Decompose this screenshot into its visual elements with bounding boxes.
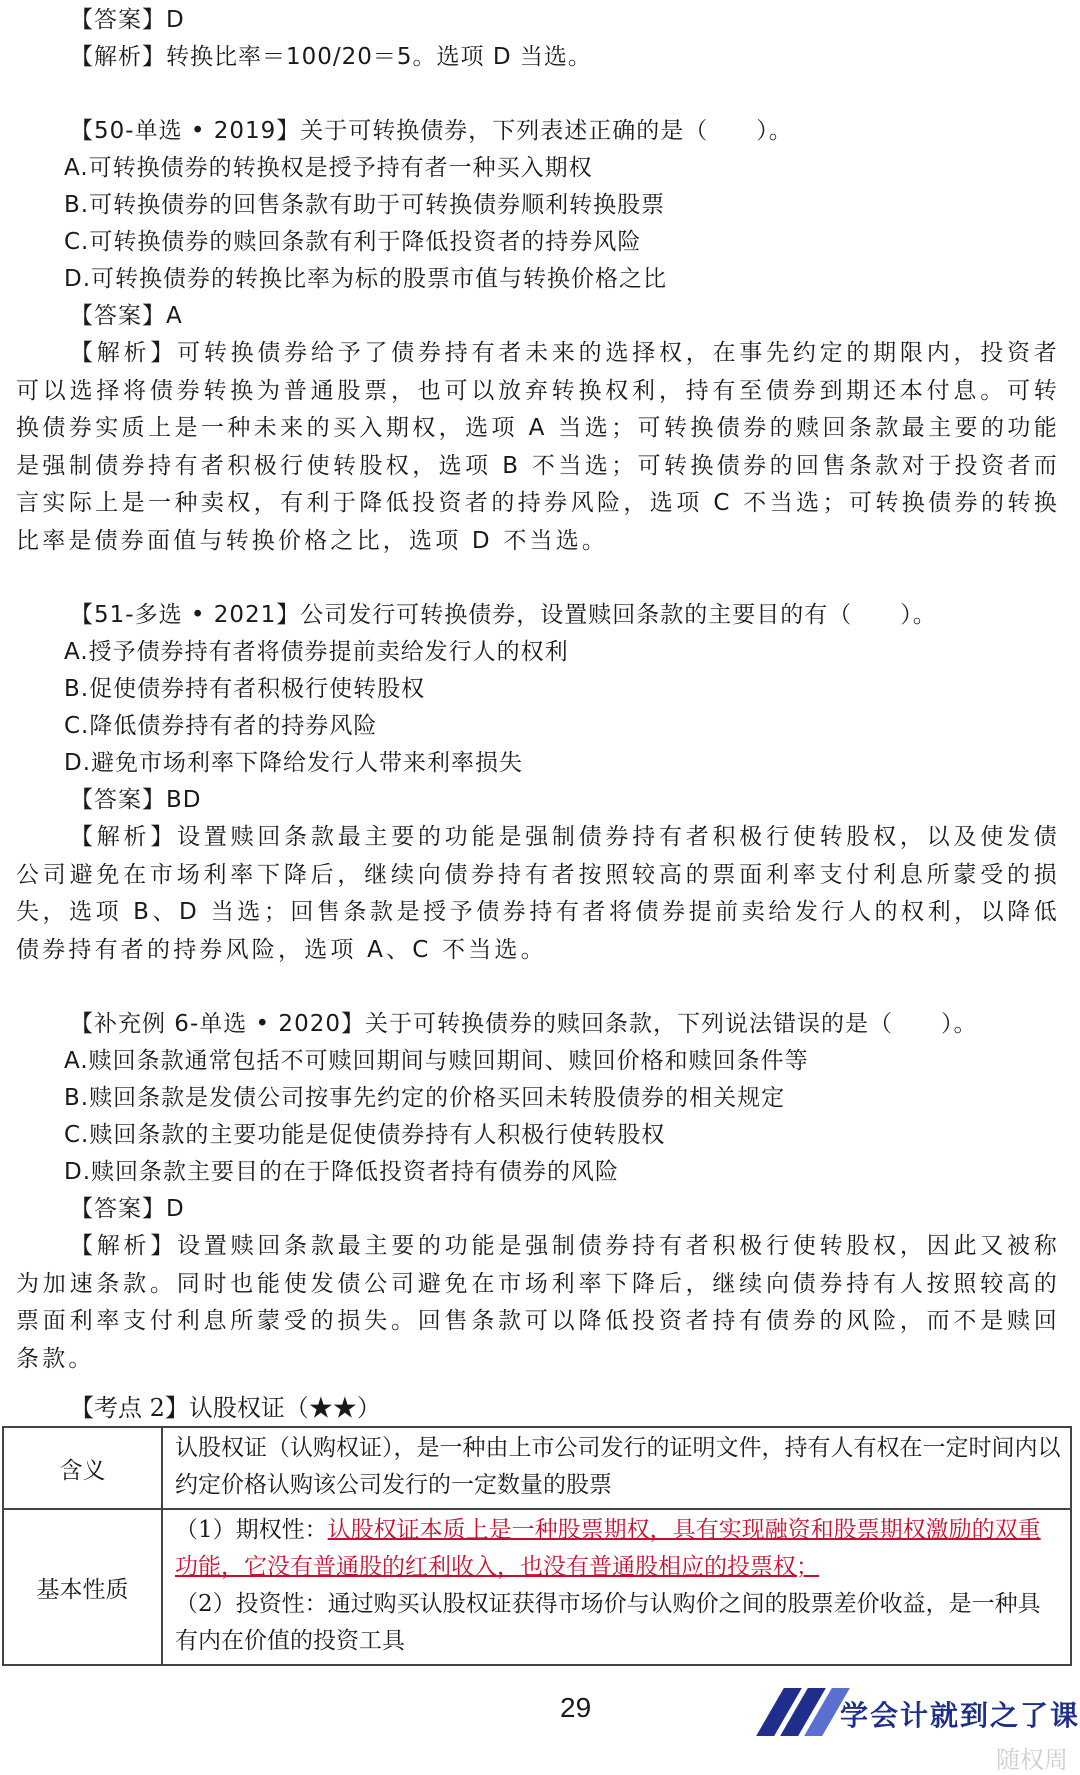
definition-key: 含义	[3, 1427, 162, 1509]
supp6-option-a: A.赎回条款通常包括不可赎回期间与赎回期间、赎回价格和赎回条件等	[64, 1048, 809, 1074]
q51-option-d: D.避免市场利率下降给发行人带来利率损失	[64, 750, 524, 776]
nature-item-2: （2）投资性：通过购买认股权证获得市场价与认购价之间的股票差价收益，是一种具有内在价值的投资工具	[175, 1591, 1041, 1654]
page-number: 29	[560, 1692, 592, 1723]
q50-option-b: B.可转换债券的回售条款有助于可转换债券顺利转换股票	[64, 192, 666, 218]
table-row	[3, 1509, 1071, 1665]
watermark: 随权周	[996, 1746, 1068, 1774]
q51-option-a: A.授予债券持有者将债券提前卖给发行人的权利	[64, 639, 569, 665]
q50-option-c: C.可转换债券的赎回条款有利于降低投资者的持券风险	[64, 229, 642, 255]
supp6-question: 【补充例 6-单选 • 2020】关于可转换债券的赎回条款，下列说法错误的是（ ）。	[70, 1011, 978, 1037]
supp6-answer: 【答案】D	[70, 1196, 185, 1222]
supp6-option-b: B.赎回条款是发债公司按事先约定的价格买回未转股债券的相关规定	[64, 1085, 786, 1111]
nature-1-highlight: 认股权证本质上是一种股票期权，具有实现融资和股票期权激励的双重功能，它没有普通股的红利收入，也没有普通股相应的投票权；	[175, 1517, 1041, 1580]
supp6-option-c: C.赎回条款的主要功能是促使债券持有人积极行使转股权	[64, 1122, 666, 1148]
q51-question: 【51-多选 • 2021】公司发行可转换债券，设置赎回条款的主要目的有（ ）。	[70, 602, 937, 628]
kaodian2-table	[2, 1426, 1072, 1666]
table-row	[3, 1427, 1071, 1509]
q51-answer: 【答案】BD	[70, 787, 202, 813]
nature-key: 基本性质	[3, 1509, 162, 1665]
q50-answer: 【答案】A	[70, 303, 183, 329]
q51-option-c: C.降低债券持有者的持券风险	[64, 713, 378, 739]
brand-logo	[752, 1688, 1080, 1738]
nature-value	[162, 1509, 1071, 1665]
kaodian2-heading: 【考点 2】认股权证（★★）	[70, 1394, 381, 1422]
q50-analysis: 【解析】可转换债券给予了债券持有者未来的选择权，在事先约定的期限内，投资者可以选择将债券转换为普通股票，也可以放弃转换权利，持有至债券到期还本付息。可转换债券实质上是一种未来的买入期权，选项 A 当选；可转换债券的赎回条款最主要的功能是强制债券持有者积极行使转股权，选项 B 不当选；可转换债券的回售条款对于投资者而言实际上是一种卖权，有利于降低投资者的持券风险，选项 C 不当选；可转换债券的转换比率是债券面值与转换价格之比，选项 D 不当选。	[16, 340, 1060, 554]
supp6-analysis: 【解析】设置赎回条款最主要的功能是强制债券持有者积极行使转股权，因此又被称为加速条款。同时也能使发债公司避免在市场利率下降后，继续向债券持有人按照较高的票面利率支付利息所蒙受的损失。回售条款可以降低投资者持有债券的风险，而不是赎回条款。	[16, 1233, 1060, 1372]
q51-analysis: 【解析】设置赎回条款最主要的功能是强制债券持有者积极行使转股权，以及使发债公司避免在市场利率下降后，继续向债券持有者按照较高的票面利率支付利息所蒙受的损失，选项 B、D 当选；回售条款是授予债券持有者将债券提前卖给发行人的权利，以降低债券持有者的持券风险，选项 A、C 不当选。	[16, 824, 1060, 963]
nature-1-prefix: （1）期权性：	[175, 1517, 328, 1543]
q50-option-a: A.可转换债券的转换权是授予持有者一种买入期权	[64, 155, 593, 181]
definition-value: 认股权证（认购权证），是一种由上市公司发行的证明文件，持有人有权在一定时间内以约定价格认购该公司发行的一定数量的股票	[162, 1427, 1071, 1509]
q49-answer: 【答案】D	[70, 7, 185, 33]
q51-option-b: B.促使债券持有者积极行使转股权	[64, 676, 426, 702]
q49-analysis: 【解析】转换比率＝100/20＝5。选项 D 当选。	[70, 44, 592, 70]
q50-option-d: D.可转换债券的转换比率为标的股票市值与转换价格之比	[64, 266, 668, 292]
supp6-option-d: D.赎回条款主要目的在于降低投资者持有债券的风险	[64, 1159, 620, 1185]
brand-name: 学会计就到之了课	[840, 1699, 1080, 1732]
q50-question: 【50-单选 • 2019】关于可转换债券，下列表述正确的是（ ）。	[70, 118, 793, 144]
nature-item-1	[175, 1512, 1062, 1586]
